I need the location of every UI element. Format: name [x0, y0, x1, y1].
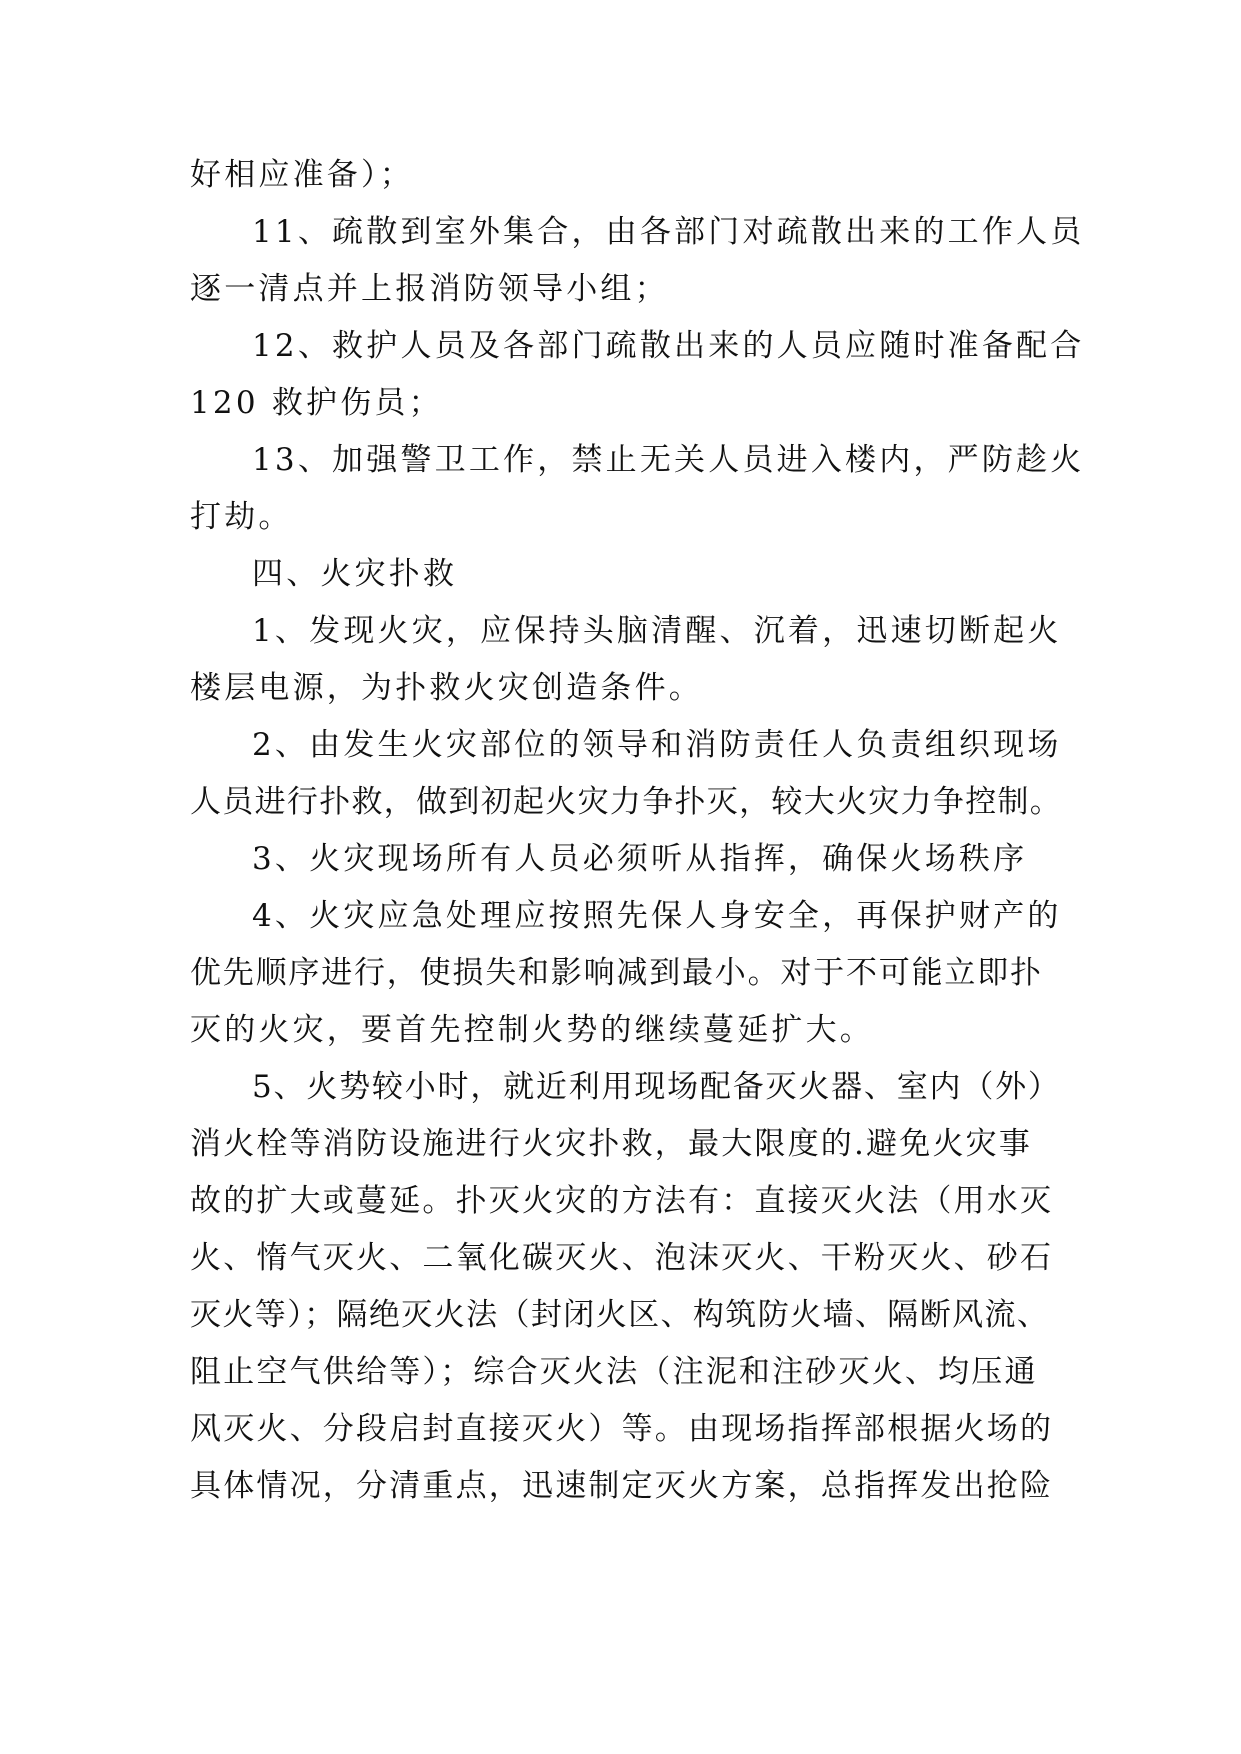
text-line: 12、救护人员及各部门疏散出来的人员应随时准备配合: [252, 328, 1085, 364]
text-line: 故的扩大或蔓延。扑灭火灾的方法有：直接灭火法（用水灭: [190, 1183, 1054, 1219]
text-line: 2、由发生火灾部位的领导和消防责任人负责组织现场: [252, 727, 1062, 763]
text-line: 3、火灾现场所有人员必须听从指挥，确保火场秩序: [252, 841, 1028, 877]
text-line: 消火栓等消防设施进行火灾扑救，最大限度的.避免火灾事: [190, 1126, 1033, 1162]
text-line: 火、惰气灭火、二氧化碳灭火、泡沫灭火、干粉灭火、砂石: [190, 1240, 1054, 1276]
section-heading: 四、火灾扑救: [252, 556, 458, 592]
text-line: 13、加强警卫工作，禁止无关人员进入楼内，严防趁火: [252, 442, 1085, 478]
text-line: 11、疏散到室外集合，由各部门对疏散出来的工作人员: [252, 214, 1085, 250]
text-line: 优先顺序进行，使损失和影响减到最小。对于不可能立即扑: [190, 955, 1043, 991]
text-line: 楼层电源，为扑救火灾创造条件。: [190, 670, 703, 706]
text-line: 打劫。: [190, 499, 293, 535]
text-line: 1、发现火灾，应保持头脑清醒、沉着，迅速切断起火: [252, 613, 1062, 649]
text-line: 风灭火、分段启封直接灭火）等。由现场指挥部根据火场的: [190, 1411, 1054, 1447]
text-line: 阻止空气供给等）；综合灭火法（注泥和注砂灭火、均压通: [190, 1354, 1038, 1390]
text-line: 具体情况，分清重点，迅速制定灭火方案，总指挥发出抢险: [190, 1468, 1054, 1504]
text-line: 好相应准备）；: [190, 157, 414, 193]
text-line: 灭的火灾，要首先控制火势的继续蔓延扩大。: [190, 1012, 874, 1048]
text-line: 5、火势较小时，就近利用现场配备灭火器、室内（外）: [252, 1069, 1061, 1105]
text-line: 4、火灾应急处理应按照先保人身安全，再保护财产的: [252, 898, 1062, 934]
text-line: 人员进行扑救，做到初起火灾力争扑灭，较大火灾力争控制。: [190, 784, 1063, 820]
text-line: 灭火等）；隔绝灭火法（封闭火区、构筑防火墙、隔断风流、: [190, 1297, 1050, 1333]
text-line: 120 救护伤员；: [190, 385, 443, 421]
text-line: 逐一清点并上报消防领导小组；: [190, 271, 669, 307]
